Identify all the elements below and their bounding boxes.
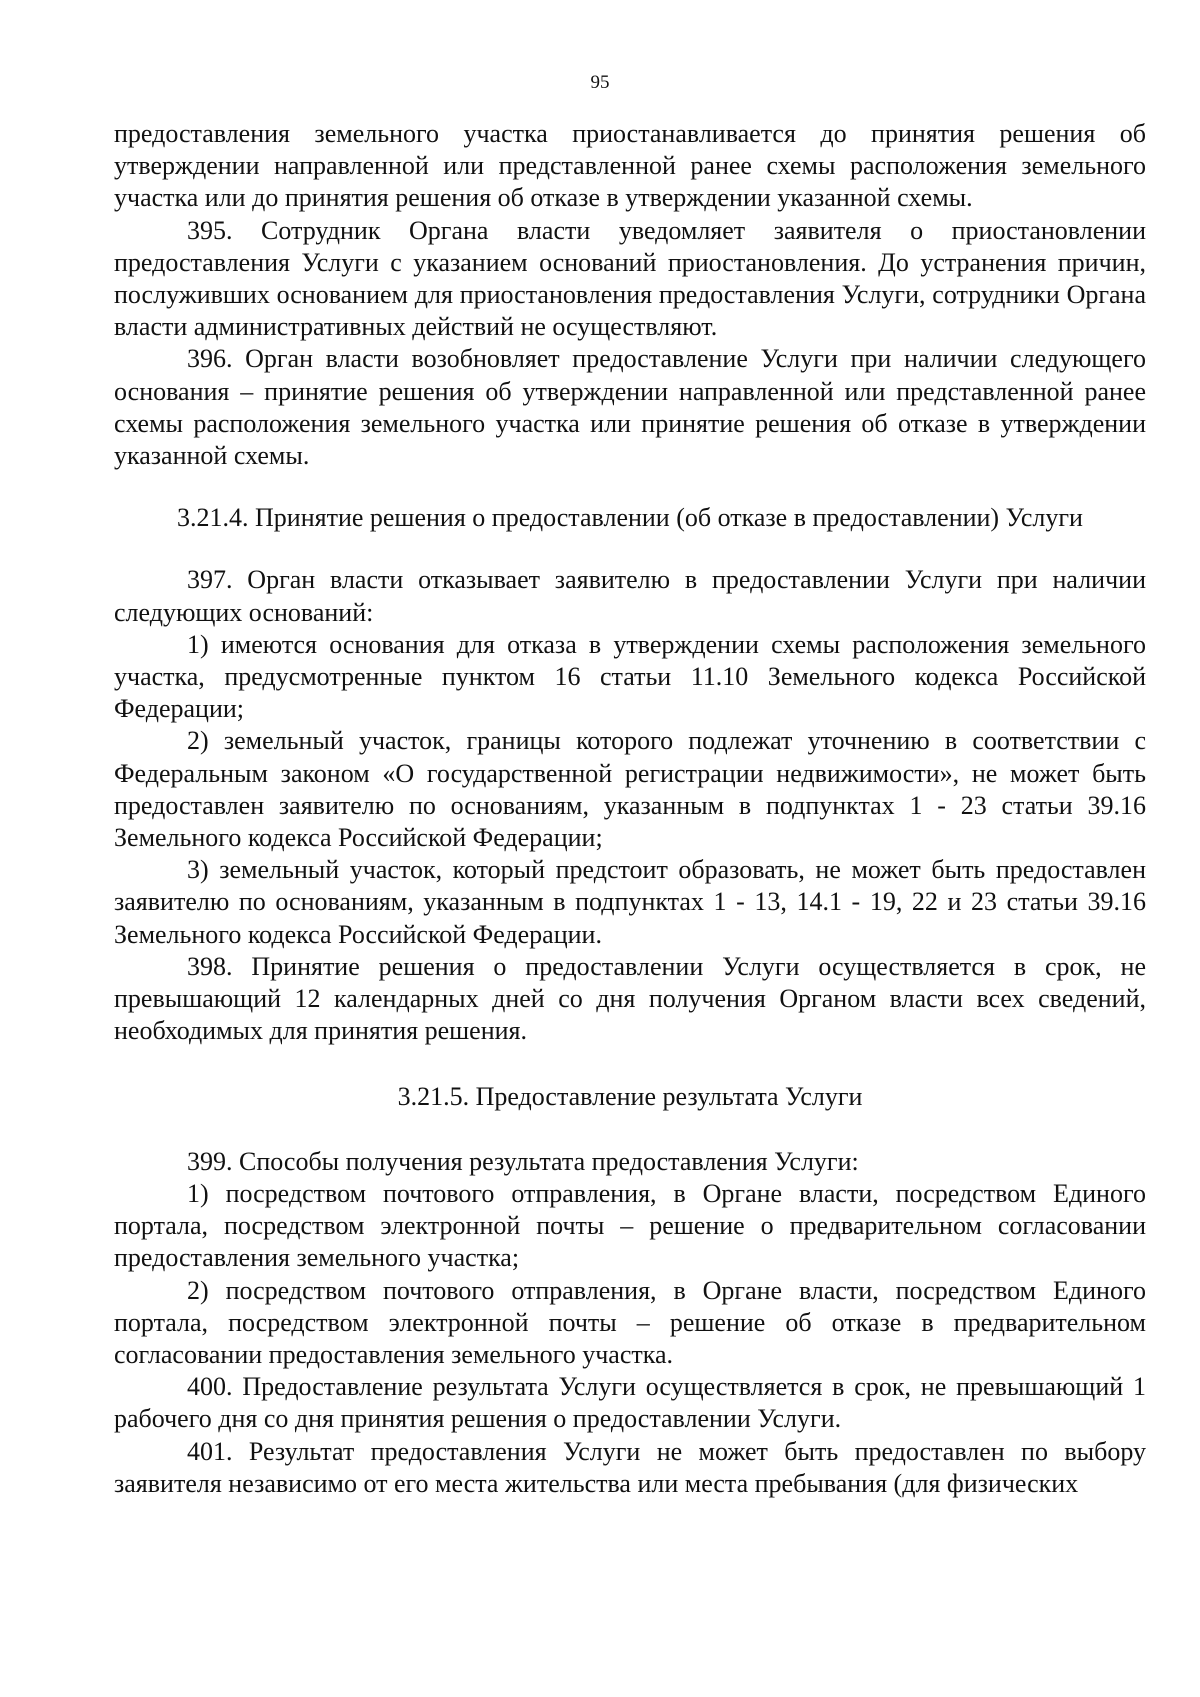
paragraph-400: 400. Предоставление результата Услуги осуществляется в срок, не превышающий 1 рабочего дня со дня принятия решения о предоставлении Услуги. xyxy=(114,1372,1146,1434)
paragraph-398: 398. Принятие решения о предоставлении Услуги осуществляется в срок, не превышающий 12 календарных дней со дня получения Органом власти всех сведений, необходимых для принятия решения. xyxy=(114,951,1146,1046)
list-item-397-3: 3) земельный участок, который предстоит образовать, не может быть предоставлен заявителю по основаниям, указанным в подпунктах 1 - 13, 14.1 - 19, 22 и 23 статьи 39.16 Земельного кодекса Российской Федерации. xyxy=(114,855,1146,949)
paragraph-395: 395. Сотрудник Органа власти уведомляет заявителя о приостановлении предоставления Услуги с указанием оснований приостановления. До устранения причин, послуживших основанием для приостановления предоставления Услуги, сотрудники Органа власти административных действий не осуществляют. xyxy=(114,215,1146,342)
paragraph-399: 399. Способы получения результата предоставления Услуги: xyxy=(187,1146,859,1176)
paragraph-401: 401. Результат предоставления Услуги не может быть предоставлен по выбору заявителя независимо от его места жительства или места пребывания (для физических xyxy=(114,1436,1146,1498)
list-item-397-1: 1) имеются основания для отказа в утверждении схемы расположения земельного участка, предусмотренные пунктом 16 статьи 11.10 Земельного кодекса Российской Федерации; xyxy=(114,629,1146,724)
paragraph-continuation: предоставления земельного участка приостанавливается до принятия решения об утверждении направленной или представленной ранее схемы расположения земельного участка или до принятия решения об отказе в утверждении указанной схемы. xyxy=(114,119,1146,213)
page-number: 95 xyxy=(590,72,610,93)
paragraph-396: 396. Орган власти возобновляет предоставление Услуги при наличии следующего основания – принятие решения об утверждении направленной или представленной ранее схемы расположения земельного участка или принятие решения об отказе в утверждении указанной схемы. xyxy=(114,344,1146,471)
section-heading-3-21-5: 3.21.5. Предоставление результата Услуги xyxy=(397,1082,863,1112)
document-body xyxy=(114,118,1146,1500)
list-item-399-2: 2) посредством почтового отправления, в Органе власти, посредством Единого портала, посредством электронной почты – решение об отказе в предварительном согласовании предоставления земельного участка. xyxy=(114,1275,1146,1369)
list-item-399-1: 1) посредством почтового отправления, в Органе власти, посредством Единого портала, посредством электронной почты – решение о предварительном согласовании предоставления земельного участка; xyxy=(114,1178,1146,1273)
section-heading-3-21-4: 3.21.4. Принятие решения о предоставлении (об отказе в предоставлении) Услуги xyxy=(177,503,1083,533)
list-item-397-2: 2) земельный участок, границы которого подлежат уточнению в соответствии с Федеральным законом «О государственной регистрации недвижимости», не может быть предоставлен заявителю по основаниям, указанным в подпунктах 1 - 23 статьи 39.16 Земельного кодекса Российской Федерации; xyxy=(114,726,1146,853)
paragraph-397: 397. Орган власти отказывает заявителю в предоставлении Услуги при наличии следующих оснований: xyxy=(114,565,1146,627)
